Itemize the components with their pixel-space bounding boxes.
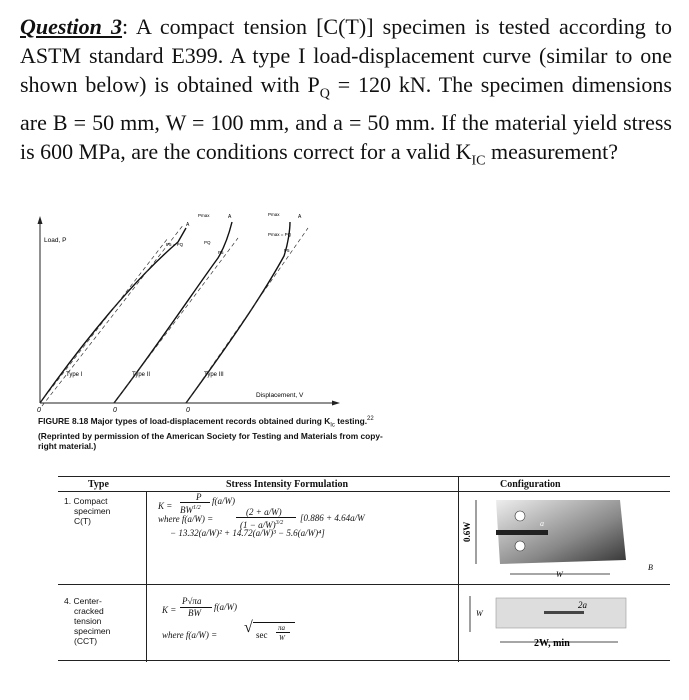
ct-pin-hole-top (515, 511, 525, 521)
question-body-2: = 120 kN. The specimen dimensions are B = 50 mm, W = 100 mm, and a = 50 mm. If the material yield stress is 600 MPa, are the conditions correct for a valid K (20, 72, 672, 165)
row2-type (64, 596, 110, 646)
header-configuration: Configuration (500, 479, 561, 490)
row2-type-line3: tension (74, 616, 102, 626)
row2-sqrt-bar (253, 622, 295, 623)
caption-sub: Ic (330, 422, 335, 429)
table-row-rule (58, 584, 670, 585)
row1-where-num: (2 + a/W) (246, 507, 282, 517)
header-type: Type (88, 479, 109, 490)
row1-where (158, 514, 213, 524)
row2-num: P√πa (182, 596, 202, 606)
question-text (20, 12, 672, 176)
question-body-3: measurement? (485, 139, 619, 165)
question-sub-q: Q (319, 86, 330, 102)
origin-2: 0 (113, 407, 117, 414)
row2-f-term: f(a/W) (214, 602, 237, 612)
label-pmax3: Pmax (268, 212, 280, 217)
secant-type-2 (114, 238, 238, 403)
row1-frac-den: BW (180, 505, 193, 515)
ct-pin-hole-bottom (515, 541, 525, 551)
row2-sec-den: W (279, 634, 285, 642)
row2-sec-num: πa (278, 624, 286, 632)
origin-3: 0 (186, 407, 190, 414)
label-p5-2: P5 (218, 250, 224, 255)
question-sub-ic: IC (471, 153, 486, 169)
row2-type-line2: cracked (74, 606, 104, 616)
table-bottom-rule (58, 660, 670, 661)
label-a1: A (186, 222, 190, 228)
row2-k: K = (162, 605, 177, 615)
row2-sec-label: sec (256, 630, 268, 640)
row1-type (64, 496, 110, 526)
figure-caption (38, 414, 408, 452)
secant-type-1a (40, 238, 168, 403)
label-type-3: Type III (204, 372, 224, 378)
row2-den: BW (188, 608, 201, 618)
row1-frac-den-exp: 1/2 (193, 505, 201, 511)
row2-type-line1: 4. Center- (64, 596, 102, 606)
load-displacement-figure (36, 208, 376, 418)
label-pmax1: Pmax (198, 213, 210, 218)
row1-type-line3: C(T) (74, 516, 91, 526)
row2-where-label: where f(a/W) = (162, 630, 218, 640)
label-pq2: PQ (204, 240, 211, 245)
row1-bracket: [0.886 + 4.64a/W (300, 513, 365, 523)
row1-config-svg (460, 494, 670, 580)
caption-sup: 22 (367, 416, 374, 422)
table-top-rule (58, 476, 670, 477)
row1-frac-num: P (196, 492, 202, 502)
label-a2: A (228, 214, 232, 220)
row1-type-line1: 1. Compact (64, 496, 108, 506)
caption-line2: (Reprinted by permission of the American Society for Testing and Materials from copy- (38, 430, 383, 441)
label-p5pq1: P5 = PQ (166, 242, 184, 247)
row1-where-label: where f(a/W) = (158, 514, 214, 524)
cct-2w-label: 2W, min (534, 638, 570, 649)
table-divider-2 (458, 476, 459, 662)
stress-intensity-table (58, 476, 670, 662)
curve-type-3 (186, 222, 290, 403)
cct-crack (544, 611, 584, 614)
ct-b-label: B (648, 563, 653, 572)
table-header-rule (58, 491, 670, 492)
ct-crack (496, 530, 548, 535)
question-label: Question 3 (20, 14, 123, 39)
cct-w-label: W (476, 609, 483, 618)
row1-f-term: f(a/W) (212, 496, 235, 506)
y-axis-label: Load, P (44, 237, 67, 244)
question-body-1: : A compact tension [C(T)] specimen is tested according to ASTM standard E399. A type I load-displacement curve (similar to one shown below) is obtained with P (20, 14, 672, 97)
row2-type-line5: (CCT) (74, 636, 98, 646)
row2-sqrt-sign: √ (244, 619, 253, 636)
cct-2a-label: 2a (578, 600, 587, 610)
label-p5-3: P5 (284, 248, 290, 253)
label-type-1: Type I (66, 372, 83, 378)
row1-line3: − 13.32(a/W)² + 14.72(a/W)³ − 5.6(a/W)⁴] (170, 528, 325, 538)
row1-where-den: (1 − a/W) (240, 520, 276, 530)
y-axis-arrow (38, 216, 43, 224)
label-pmaxpq: Pmax = PQ (268, 232, 292, 237)
ct-dim-label: 0.6W (462, 521, 472, 542)
label-type-2: Type II (132, 372, 151, 378)
row1-where-den-exp: 3/2 (275, 520, 284, 526)
row2-where (162, 630, 217, 640)
x-axis-label: Displacement, V (256, 392, 304, 399)
x-axis-arrow (332, 401, 340, 406)
row2-type-line4: specimen (74, 626, 111, 636)
row1-type-line2: specimen (74, 506, 111, 516)
caption-line1: Major types of load-displacement records obtained during K (88, 415, 331, 426)
secant-type-1b (42, 224, 184, 406)
caption-line1b: testing. (334, 415, 368, 426)
origin-1: 0 (37, 407, 41, 414)
ct-w-label: W (556, 570, 563, 579)
row1-k: K = (158, 501, 173, 511)
row2-config-svg (460, 590, 670, 660)
caption-line3: right material.) (38, 441, 97, 452)
table-divider-1 (146, 491, 147, 662)
header-formulation: Stress Intensity Formulation (226, 479, 349, 490)
caption-fig-no: FIGURE 8.18 (38, 415, 89, 426)
ct-a-label: a (540, 519, 544, 528)
load-displacement-svg (36, 208, 376, 418)
label-a3: A (298, 214, 302, 220)
